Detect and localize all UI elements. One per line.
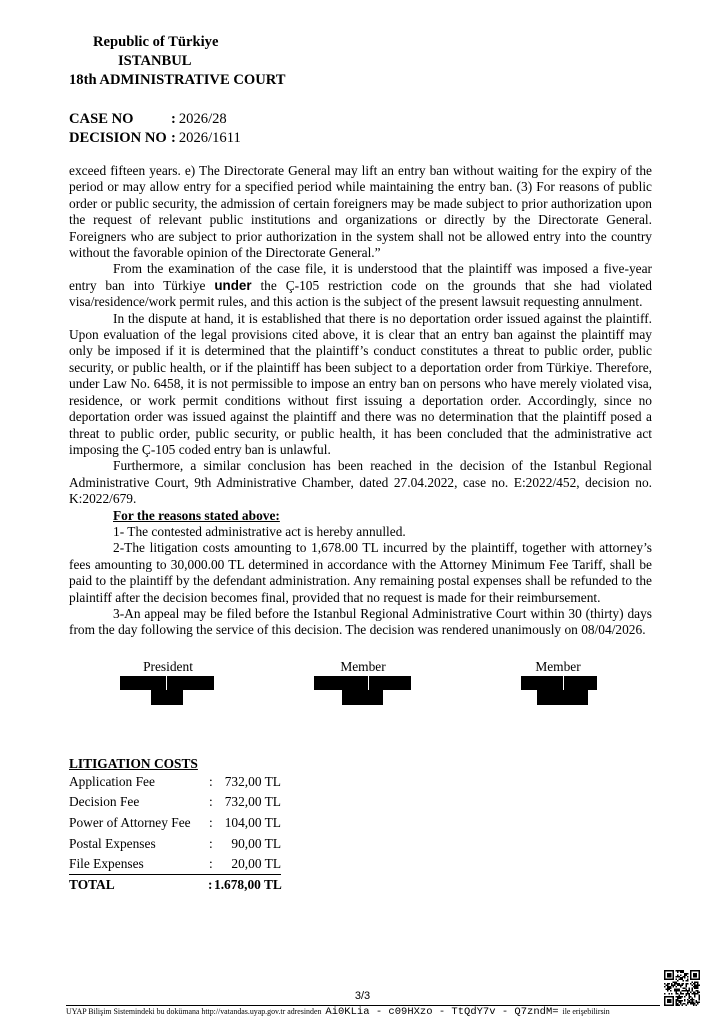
document-content	[0, 163, 725, 895]
ruling-item-1: 1- The contested administrative act is hereby annulled.	[113, 523, 406, 539]
ruling-item-3: 3-An appeal may be filed before the Istanbul Regional Administrative Court within 30 (thirty) days from the day following the service of this decision. The decision was rendered unanimously on 08/04/2026.	[69, 605, 652, 638]
cost-label: Power of Attorney Fee	[69, 814, 191, 830]
qr-code-icon	[664, 970, 700, 1006]
cost-separator: :	[209, 794, 213, 810]
header-court: 18th ADMINISTRATIVE COURT	[69, 72, 286, 88]
cost-total-row	[69, 875, 284, 896]
paragraph-legal-assessment: In the dispute at hand, it is established that there is no deportation order issued against the plaintiff. Upon evaluation of the legal provisions cited above, it is clear that an entry ban against the plaintiff may only be imposed if it is determined that the plaintiff’s conduct constitutes a threat to public order, public security, or public health, or if the plaintiff has been subject to a deportation order from Türkiye. Therefore, under Law No. 6458, it is not permissible to impose an entry ban on persons who have merely violated visa, residence, or work permit conditions without first issuing a deportation order. Accordingly, since no deportation order was issued against the plaintiff and there was no determination that the plaintiff posed a threat to public order, public security, or public health, it has been concluded that the administrative act imposing the Ç-105 coded entry ban is unlawful.	[69, 310, 652, 457]
case-no-line	[69, 110, 241, 129]
ruling-item-2: 2-The litigation costs amounting to 1,678.00 TL incurred by the plaintiff, together with attorney’s fees amounting to 30,000.00 TL determined in accordance with the Attorney Minimum Fee Tariff, shall be paid to the plaintiff by the defendant administration. Any remaining postal expenses shall be refunded to the plaintiff after the decision becomes final, provided that no request is made for their reimbursement.	[69, 540, 652, 605]
reasons-heading: For the reasons stated above:	[113, 507, 280, 523]
cost-amount: 732,00 TL	[224, 773, 281, 789]
reasons-heading-line	[69, 508, 652, 524]
header-city: ISTANBUL	[118, 53, 192, 69]
case-facts-emphasis: under	[214, 277, 252, 293]
decision-no-separator: :	[171, 130, 176, 146]
signature-title-president: President	[143, 658, 193, 674]
cost-total-amount: 1.678,00 TL	[214, 876, 282, 892]
footer-verification-text: UYAP Bilişim Sistemindeki bu dokümana http://vatandas.uyap.gov.tr adresinden	[66, 1007, 322, 1016]
case-facts-text-start: From the examination of the case file, it is understood that the plaintiff was imposed a five-year entry ban into Türkiye	[69, 261, 652, 293]
signature-row	[0, 659, 725, 706]
cost-row-decision-fee	[69, 792, 281, 813]
cost-label: Application Fee	[69, 773, 155, 789]
footer-verification-text-end: ile erişebilirsin	[562, 1007, 610, 1016]
cost-amount: 104,00 TL	[224, 814, 281, 830]
case-no-value: 2026/28	[178, 111, 227, 127]
case-info	[69, 110, 241, 148]
cost-row-postal-expenses	[69, 834, 281, 855]
signature-title-member-1: Member	[340, 658, 386, 674]
cost-total-separator: :	[208, 876, 213, 892]
cost-separator: :	[209, 856, 213, 872]
cost-row-file-expenses	[69, 854, 281, 875]
decision-no-label: DECISION NO	[69, 130, 167, 146]
redaction-bar	[521, 676, 563, 690]
paragraph-precedent: Furthermore, a similar conclusion has been reached in the decision of the Istanbul Regional Administrative Court, 9th Administrative Chamber, dated 27.04.2022, case no. E:2022/452, decision no. K:2022/679.	[69, 458, 652, 507]
cost-amount: 20,00 TL	[231, 856, 281, 872]
redaction-bar	[167, 676, 214, 690]
case-no-label: CASE NO	[69, 111, 134, 127]
cost-total-label: TOTAL	[69, 876, 115, 892]
cost-row-power-of-attorney-fee	[69, 813, 281, 834]
redaction-bar	[564, 676, 597, 690]
redaction-bar	[314, 676, 368, 690]
redaction-bar	[537, 690, 588, 705]
redaction-bar	[342, 690, 383, 705]
redaction-bar	[120, 676, 166, 690]
decision-no-line	[69, 129, 241, 148]
cost-label: Decision Fee	[69, 794, 140, 810]
cost-amount: 90,00 TL	[231, 835, 281, 851]
cost-separator: :	[209, 835, 213, 851]
signature-title-member-2: Member	[535, 658, 581, 674]
case-facts-text-end: the Ç-105 restriction code on the grounds that she had violated visa/residence/work permit rules, and this action is the subject of the present lawsuit requesting annulment.	[69, 277, 652, 310]
redaction-bar	[369, 676, 411, 690]
paragraph-statute-quote: exceed fifteen years. e) The Directorate General may lift an entry ban without waiting for the expiry of the period or may allow entry for a specified period while maintaining the entry ban. (3) For reasons of public order or public security, the admission of certain foreigners may be made subject to prior authorization upon the request of relevant public institutions and organizations or directly by the Directorate General. Foreigners who are subject to prior authorization in the system shall not be allowed entry into the country without the favorable opinion of the Directorate General.”	[69, 163, 652, 261]
page-number: 3/3	[354, 990, 371, 1002]
cost-row-application-fee	[69, 772, 281, 793]
litigation-costs	[69, 755, 725, 896]
court-header	[69, 33, 286, 90]
case-no-separator: :	[171, 111, 176, 127]
cost-separator: :	[209, 773, 213, 789]
cost-label: Postal Expenses	[69, 835, 156, 851]
redaction-bar	[151, 690, 183, 705]
cost-amount: 732,00 TL	[224, 794, 281, 810]
paragraph-case-facts	[69, 261, 652, 310]
verification-code: Ai0KLia - c09HXzo - TtQdY7v - Q7zndM=	[325, 1006, 559, 1018]
cost-label: File Expenses	[69, 856, 144, 872]
footer-verification	[66, 1006, 610, 1020]
header-country: Republic of Türkiye	[93, 34, 219, 50]
litigation-costs-heading: LITIGATION COSTS	[69, 755, 198, 771]
decision-body	[69, 163, 652, 639]
cost-separator: :	[209, 814, 213, 830]
decision-no-value: 2026/1611	[178, 130, 241, 146]
